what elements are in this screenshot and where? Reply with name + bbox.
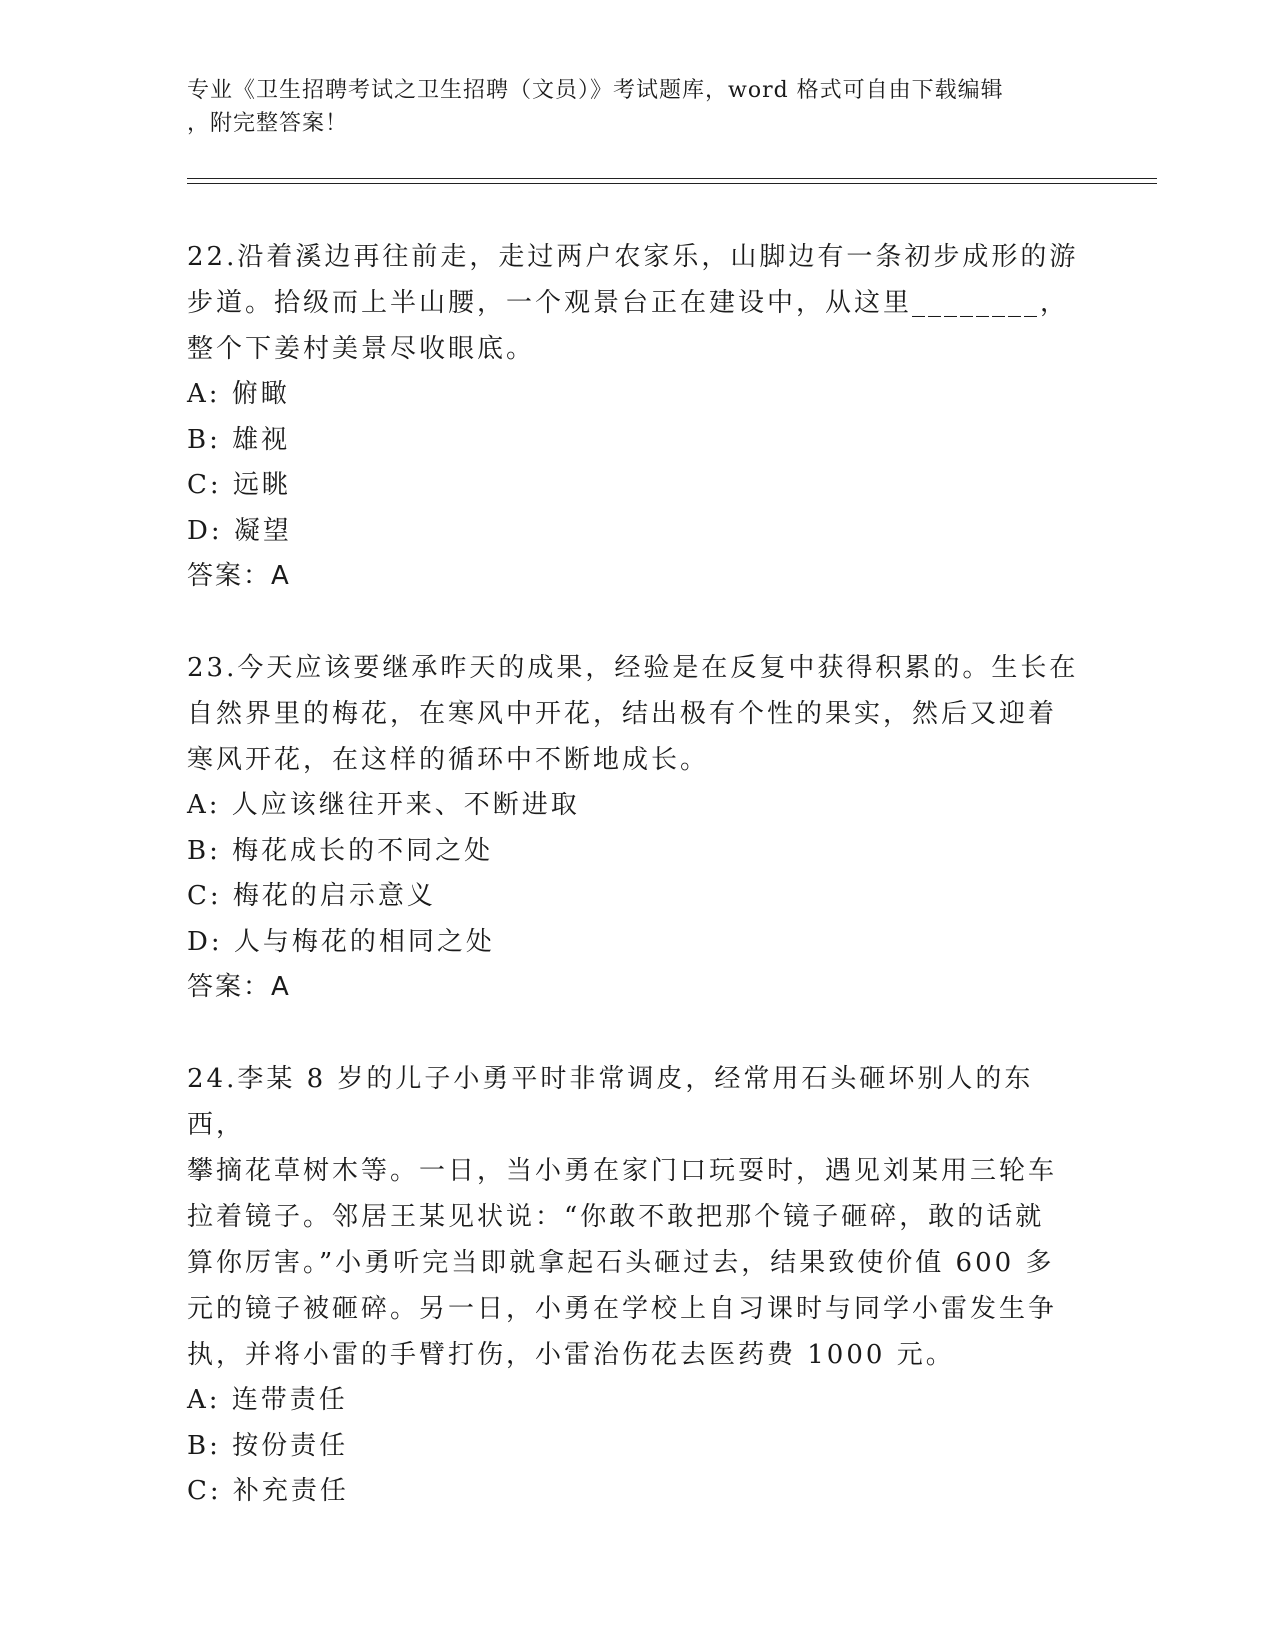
option-c: C: 远眺 — [187, 470, 291, 500]
question-stem: 24.李某 8 岁的儿子小勇平时非常调皮，经常用石头砸坏别人的东西， 攀摘花草树木等。一日，当小勇在家门口玩耍时，遇见刘某用三轮车 拉着镜子。邻居王某见状说：“你敢不敢把那个镜子砸碎，敢的话就 算你厉害。”小勇听完当即就拿起石头砸过去，结果致使价值 600 多 元的镜子被砸碎。另一日，小勇在学校上自习课时与同学小雷发生争 执，并将小雷的手臂打伤，小雷治伤花去医药费 1000 元。 — [187, 1064, 1058, 1370]
option-b: B: 雄视 — [187, 424, 291, 455]
header-rule-top — [187, 178, 1157, 179]
option-a: A: 俯瞰 — [187, 379, 290, 409]
document-header: 专业《卫生招聘考试之卫生招聘（文员）》考试题库，word 格式可自由下载编辑 ，附完整答案！ — [187, 78, 1004, 136]
option-c: C: 梅花的启示意义 — [187, 881, 436, 911]
option-b: B: 按份责任 — [187, 1430, 349, 1461]
option-a: A: 人应该继往开来、不断进取 — [187, 790, 580, 820]
answer: 答案：A — [187, 972, 291, 1002]
header-rule-bottom — [187, 183, 1157, 184]
answer: 答案：A — [187, 561, 291, 591]
option-b: B: 梅花成长的不同之处 — [187, 835, 494, 866]
option-d: D: 人与梅花的相同之处 — [187, 926, 495, 957]
question-23 — [187, 645, 1087, 1011]
question-24 — [187, 1056, 1087, 1515]
question-stem: 22.沿着溪边再往前走，走过两户农家乐，山脚边有一条初步成形的游 步道。拾级而上半山腰，一个观景台正在建设中，从这里________， 整个下姜村美景尽收眼底。 — [187, 242, 1079, 364]
option-c: C: 补充责任 — [187, 1476, 349, 1506]
option-a: A: 连带责任 — [187, 1385, 348, 1415]
option-d: D: 凝望 — [187, 515, 292, 546]
question-stem: 23.今天应该要继承昨天的成果，经验是在反复中获得积累的。生长在 自然界里的梅花，在寒风中开花，结出极有个性的果实，然后又迎着 寒风开花，在这样的循环中不断地成长。 — [187, 653, 1079, 775]
question-22 — [187, 234, 1087, 600]
